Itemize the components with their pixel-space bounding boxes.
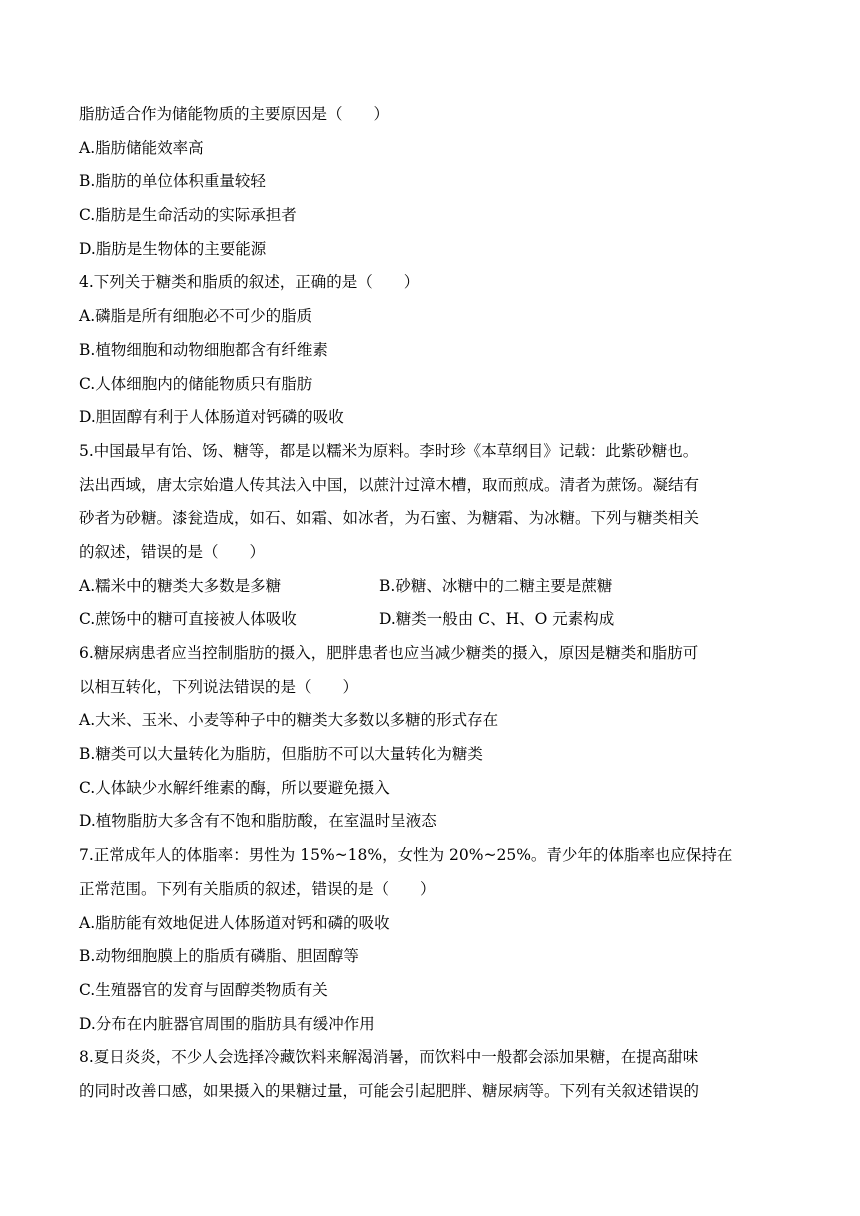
question-6-option-a: A.大米、玉米、小麦等种子中的糖类大多数以多糖的形式存在	[79, 711, 499, 730]
option-c: C.脂肪是生命活动的实际承担者	[79, 206, 297, 225]
question-stem: 脂肪适合作为储能物质的主要原因是（ ）	[79, 105, 390, 123]
question-4-option-c: C.人体细胞内的储能物质只有脂肪	[79, 374, 313, 393]
question-5-option-d: D.糖类一般由 C、H、O 元素构成	[379, 610, 615, 629]
question-8-stem-line: 8.夏日炎炎，不少人会选择冷藏饮料来解渴消暑，而饮料中一般都会添加果糖，在提高甜味	[79, 1048, 699, 1067]
question-6-option-b: B.糖类可以大量转化为脂肪，但脂肪不可以大量转化为糖类	[79, 745, 483, 764]
question-5-option-b: B.砂糖、冰糖中的二糖主要是蔗糖	[379, 576, 613, 595]
question-4-option-a: A.磷脂是所有细胞必不可少的脂质	[79, 307, 313, 326]
document-page	[79, 98, 784, 1109]
option-d: D.脂肪是生物体的主要能源	[79, 239, 267, 258]
question-7-stem-line: 正常范围。下列有关脂质的叙述，错误的是（ ）	[79, 879, 436, 898]
question-6-stem-line: 以相互转化，下列说法错误的是（ ）	[79, 677, 359, 696]
question-8-stem-line: 的同时改善口感，如果摄入的果糖过量，可能会引起肥胖、糖尿病等。下列有关叙述错误的	[79, 1081, 700, 1100]
question-7-option-d: D.分布在内脏器官周围的脂肪具有缓冲作用	[79, 1014, 375, 1033]
question-4-stem: 4.下列关于糖类和脂质的叙述，正确的是（ ）	[79, 273, 420, 292]
question-5-stem-line: 的叙述，错误的是（ ）	[79, 542, 266, 561]
option-a: A.脂肪储能效率高	[79, 138, 204, 157]
question-7-option-a: A.脂肪能有效地促进人体肠道对钙和磷的吸收	[79, 913, 390, 932]
question-5-stem-line: 砂者为砂糖。漆瓮造成，如石、如霜、如冰者，为石蜜、为糖霜、为冰糖。下列与糖类相关	[79, 509, 700, 528]
option-b: B.脂肪的单位体积重量较轻	[79, 172, 266, 191]
question-5-options-row	[79, 603, 784, 637]
question-5-option-c: C.蔗饧中的糖可直接被人体吸收	[79, 610, 297, 629]
question-4-option-b: B.植物细胞和动物细胞都含有纤维素	[79, 340, 328, 359]
question-5-stem-line: 法出西域，唐太宗始遣人传其法入中国，以蔗汁过漳木槽，取而煎成。清者为蔗饧。凝结有	[79, 475, 700, 494]
question-5-options-row	[79, 570, 784, 604]
question-4-option-d: D.胆固醇有利于人体肠道对钙磷的吸收	[79, 408, 344, 427]
question-7-option-b: B.动物细胞膜上的脂质有磷脂、胆固醇等	[79, 947, 359, 966]
question-6-stem-line: 6.糖尿病患者应当控制脂肪的摄入，肥胖患者也应当减少糖类的摄入，原因是糖类和脂肪可	[79, 644, 699, 662]
question-7-option-c: C.生殖器官的发育与固醇类物质有关	[79, 980, 328, 999]
question-7-stem-line: 7.正常成年人的体脂率：男性为 15%~18%，女性为 20%~25%。青少年的体脂率也应保持在	[79, 846, 733, 865]
question-6-option-c: C.人体缺少水解纤维素的酶，所以要避免摄入	[79, 778, 390, 797]
question-5-option-a: A.糯米中的糖类大多数是多糖	[79, 576, 282, 595]
question-5-stem-line: 5.中国最早有饴、饧、糖等，都是以糯米为原料。李时珍《本草纲目》记载：此紫砂糖也。	[79, 441, 699, 460]
question-6-option-d: D.植物脂肪大多含有不饱和脂肪酸，在室温时呈液态	[79, 812, 437, 831]
